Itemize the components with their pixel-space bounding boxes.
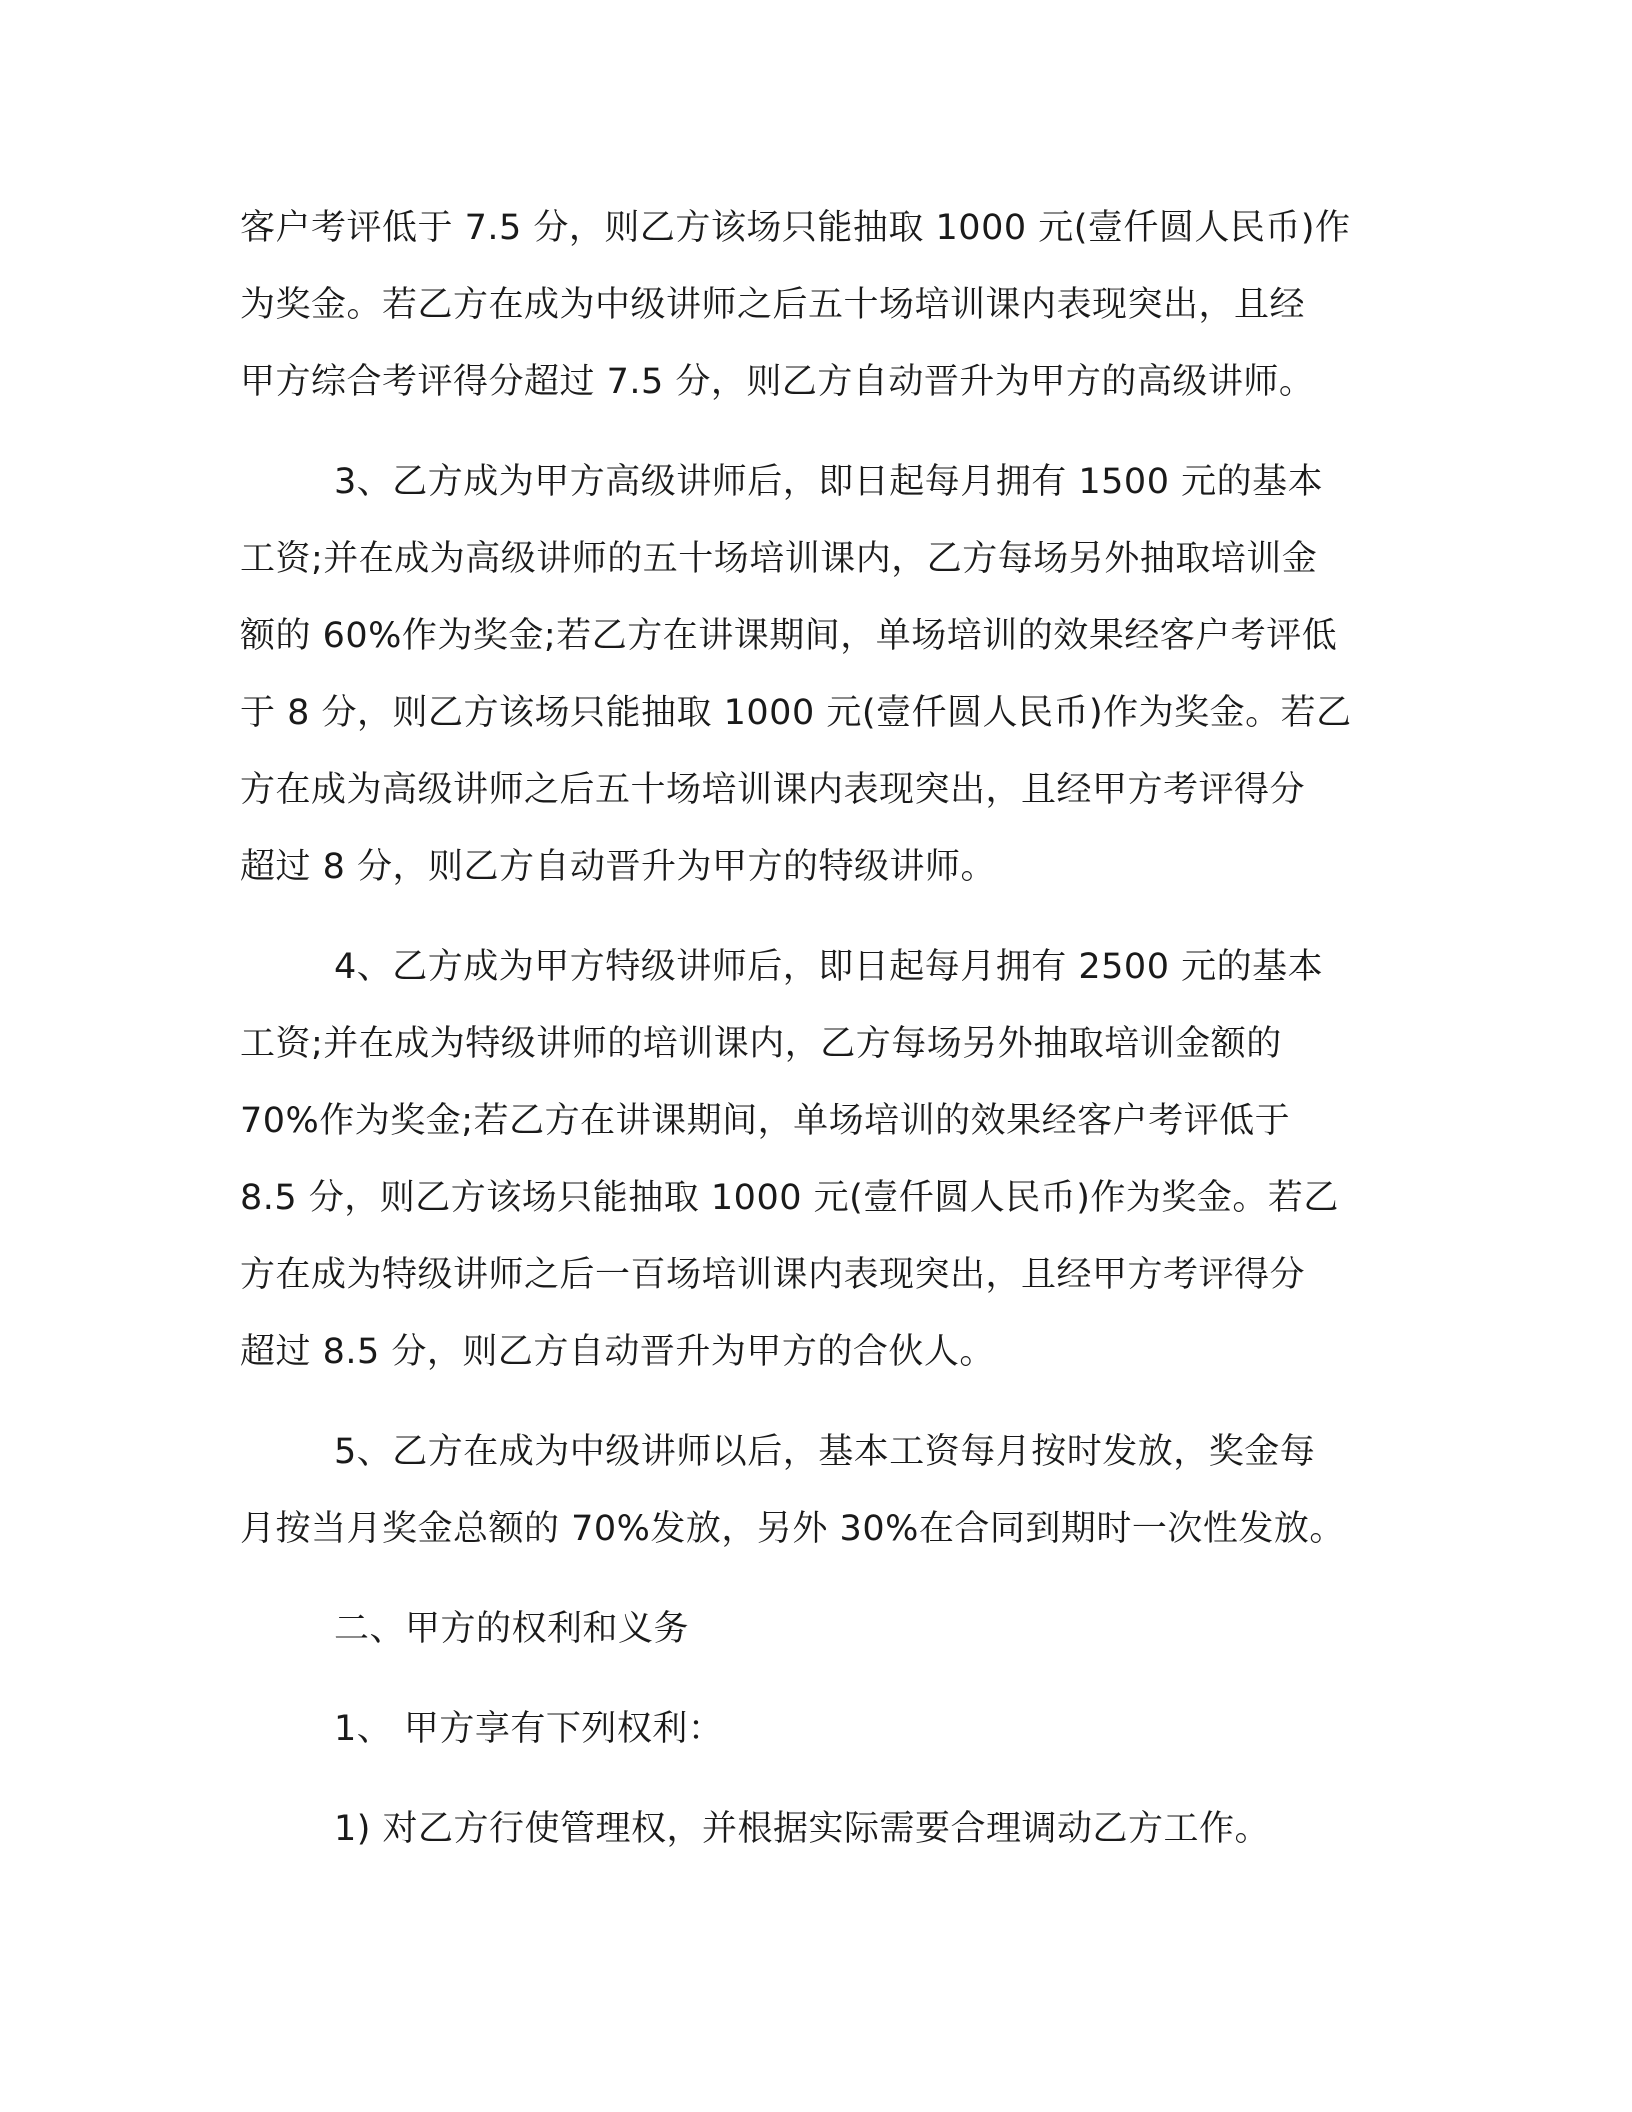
text-line: 客户考评低于 7.5 分，则乙方该场只能抽取 1000 元(壹仟圆人民币)作 (240, 208, 1351, 248)
text-line: 方在成为高级讲师之后五十场培训课内表现突出，且经甲方考评得分 (240, 770, 1306, 810)
section-heading-party-a-rights (240, 1591, 1390, 1668)
text-line: 甲方综合考评得分超过 7.5 分，则乙方自动晋升为甲方的高级讲师。 (240, 362, 1315, 402)
paragraph-party-a-rights-intro (240, 1691, 1390, 1768)
text-line: 为奖金。若乙方在成为中级讲师之后五十场培训课内表现突出，且经 (240, 285, 1306, 325)
text-line: 工资;并在成为高级讲师的五十场培训课内，乙方每场另外抽取培训金 (240, 539, 1318, 579)
text-line: 于 8 分，则乙方该场只能抽取 1000 元(壹仟圆人民币)作为奖金。若乙 (240, 693, 1352, 733)
section-heading: 二、甲方的权利和义务 (334, 1609, 690, 1649)
paragraph-right-item-1 (240, 1791, 1390, 1868)
text-line: 1) 对乙方行使管理权，并根据实际需要合理调动乙方工作。 (334, 1809, 1271, 1849)
text-line: 超过 8.5 分，则乙方自动晋升为甲方的合伙人。 (240, 1332, 995, 1372)
paragraph-senior-lecturer-promotion-continued (240, 190, 1390, 421)
text-line: 5、乙方在成为中级讲师以后，基本工资每月按时发放，奖金每 (334, 1432, 1316, 1472)
text-line: 超过 8 分，则乙方自动晋升为甲方的特级讲师。 (240, 847, 997, 887)
document-body (240, 190, 1390, 1891)
text-line: 3、乙方成为甲方高级讲师后，即日起每月拥有 1500 元的基本 (334, 462, 1324, 502)
text-line: 1、 甲方享有下列权利： (334, 1709, 724, 1749)
text-line: 方在成为特级讲师之后一百场培训课内表现突出，且经甲方考评得分 (240, 1255, 1306, 1295)
paragraph-clause-5 (240, 1414, 1390, 1568)
paragraph-clause-4 (240, 929, 1390, 1391)
text-line: 8.5 分，则乙方该场只能抽取 1000 元(壹仟圆人民币)作为奖金。若乙 (240, 1178, 1339, 1218)
text-line: 月按当月奖金总额的 70%发放，另外 30%在合同到期时一次性发放。 (240, 1509, 1345, 1549)
paragraph-clause-3 (240, 444, 1390, 906)
text-line: 工资;并在成为特级讲师的培训课内，乙方每场另外抽取培训金额的 (240, 1024, 1282, 1064)
text-line: 4、乙方成为甲方特级讲师后，即日起每月拥有 2500 元的基本 (334, 947, 1324, 987)
text-line: 70%作为奖金;若乙方在讲课期间，单场培训的效果经客户考评低于 (240, 1101, 1291, 1141)
text-line: 额的 60%作为奖金;若乙方在讲课期间，单场培训的效果经客户考评低 (240, 616, 1338, 656)
